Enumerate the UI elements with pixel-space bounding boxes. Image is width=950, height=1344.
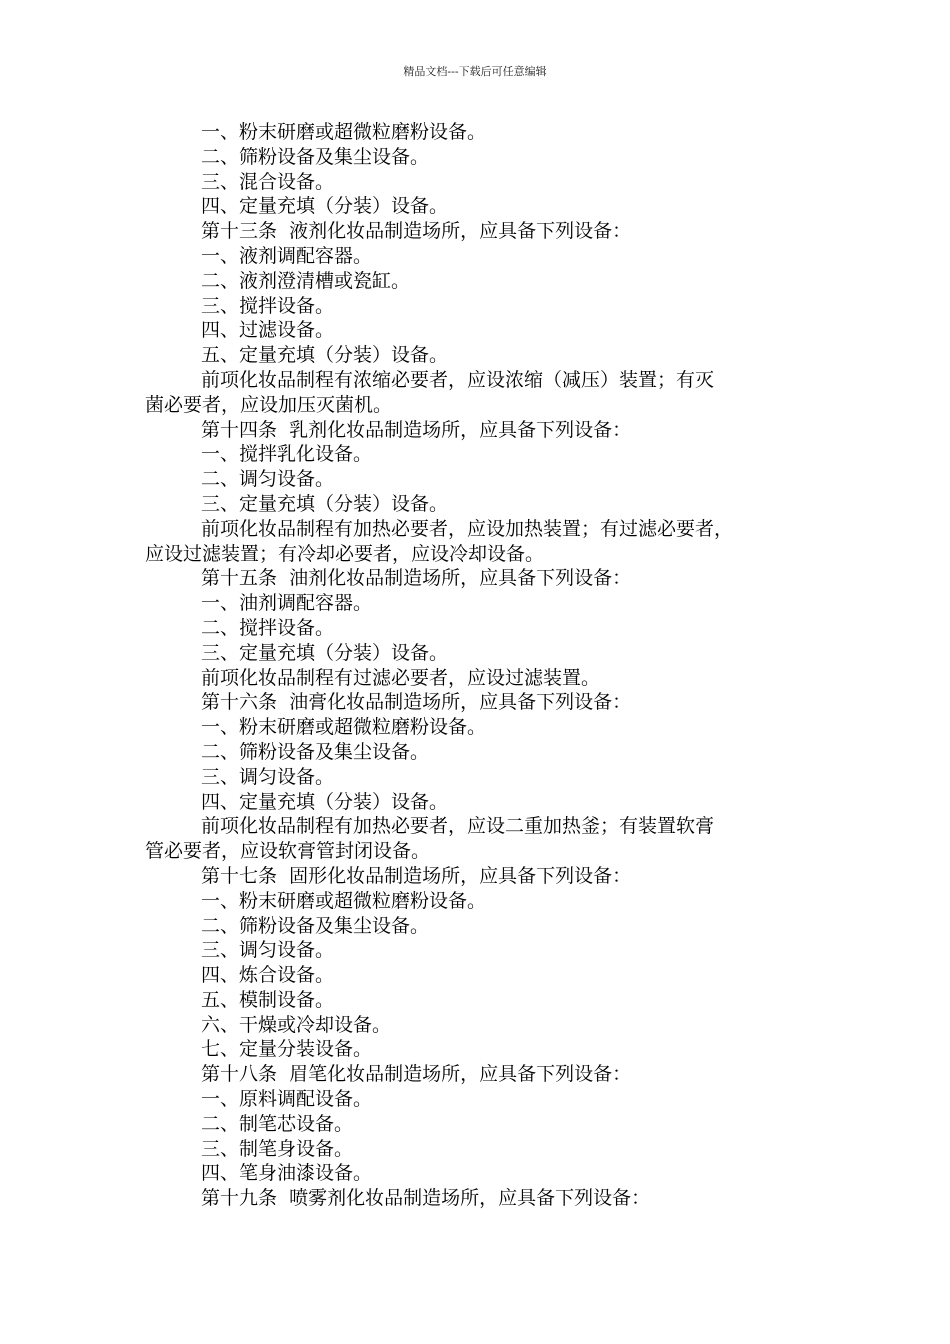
paragraph: [145, 318, 815, 343]
paragraph: [145, 988, 815, 1013]
paragraph: [145, 194, 815, 219]
text-line: 第十五条 油剂化妆品制造场所，应具备下列设备：: [201, 567, 632, 590]
paragraph: [145, 591, 815, 616]
text-line: 第十六条 油膏化妆品制造场所，应具备下列设备：: [201, 691, 632, 714]
document-body: [145, 120, 815, 1211]
text-line: 第十七条 固形化妆品制造场所，应具备下列设备：: [201, 864, 632, 887]
paragraph: [145, 963, 815, 988]
text-line: 第十三条 液剂化妆品制造场所，应具备下列设备：: [201, 220, 632, 243]
text-line: 一、液剂调配容器。: [201, 244, 373, 267]
paragraph: [145, 690, 815, 715]
paragraph: [145, 219, 815, 244]
paragraph: [145, 1087, 815, 1112]
text-line: 一、原料调配设备。: [201, 1088, 373, 1111]
paragraph: [145, 1137, 815, 1162]
text-line: 三、制笔身设备。: [201, 1137, 354, 1160]
text-line: 一、粉末研磨或超微粒磨粉设备。: [201, 889, 487, 912]
paragraph: [145, 814, 815, 864]
text-line: 六、干燥或冷却设备。: [201, 1013, 392, 1036]
paragraph: [145, 1037, 815, 1062]
paragraph: [145, 244, 815, 269]
text-line: 二、筛粉设备及集尘设备。: [201, 145, 430, 168]
paragraph: [145, 641, 815, 666]
text-line: 一、搅拌乳化设备。: [201, 443, 373, 466]
text-line: 二、筛粉设备及集尘设备。: [201, 914, 430, 937]
paragraph: [145, 467, 815, 492]
text-line: 三、调匀设备。: [201, 765, 335, 788]
text-line: 五、定量充填（分装）设备。: [201, 344, 449, 367]
text-line: 四、笔身油漆设备。: [201, 1162, 373, 1185]
text-line: 应设过滤装置；有冷却必要者，应设冷却设备。: [145, 542, 545, 565]
text-line: 三、调匀设备。: [201, 939, 335, 962]
text-line: 前项化妆品制程有浓缩必要者，应设浓缩（减压）装置；有灭: [201, 368, 715, 391]
text-line: 第十四条 乳剂化妆品制造场所，应具备下列设备：: [201, 418, 632, 441]
text-line: 菌必要者，应设加压灭菌机。: [145, 393, 393, 416]
paragraph: [145, 715, 815, 740]
paragraph: [145, 442, 815, 467]
text-line: 第十九条 喷雾剂化妆品制造场所，应具备下列设备：: [201, 1187, 651, 1210]
text-line: 管必要者，应设软膏管封闭设备。: [145, 840, 431, 863]
text-line: 四、定量充填（分装）设备。: [201, 195, 449, 218]
paragraph: [145, 120, 815, 145]
paragraph: [145, 517, 815, 567]
header-text: 精品文档---下载后可任意编辑: [403, 65, 547, 78]
text-line: 一、粉末研磨或超微粒磨粉设备。: [201, 716, 487, 739]
paragraph: [145, 864, 815, 889]
text-line: 三、定量充填（分装）设备。: [201, 641, 449, 664]
text-line: 二、调匀设备。: [201, 468, 335, 491]
paragraph: [145, 145, 815, 170]
text-line: 三、定量充填（分装）设备。: [201, 492, 449, 515]
paragraph: [145, 616, 815, 641]
text-line: 前项化妆品制程有过滤必要者，应设过滤装置。: [201, 666, 601, 689]
text-line: 二、筛粉设备及集尘设备。: [201, 740, 430, 763]
paragraph: [145, 269, 815, 294]
text-line: 七、定量分装设备。: [201, 1038, 373, 1061]
paragraph: [145, 1062, 815, 1087]
paragraph: [145, 790, 815, 815]
paragraph: [145, 938, 815, 963]
text-line: 五、模制设备。: [201, 988, 335, 1011]
paragraph: [145, 566, 815, 591]
text-line: 四、炼合设备。: [201, 964, 335, 987]
paragraph: [145, 368, 815, 418]
text-line: 二、搅拌设备。: [201, 616, 335, 639]
paragraph: [145, 418, 815, 443]
paragraph: [145, 343, 815, 368]
text-line: 第十八条 眉笔化妆品制造场所，应具备下列设备：: [201, 1063, 632, 1086]
text-line: 二、液剂澄清槽或瓷缸。: [201, 269, 411, 292]
text-line: 一、粉末研磨或超微粒磨粉设备。: [201, 121, 487, 143]
paragraph: [145, 740, 815, 765]
paragraph: [145, 1161, 815, 1186]
text-line: 三、混合设备。: [201, 170, 335, 193]
text-line: 二、制笔芯设备。: [201, 1112, 354, 1135]
paragraph: [145, 914, 815, 939]
page-header: [0, 64, 950, 80]
text-line: 三、搅拌设备。: [201, 294, 335, 317]
paragraph: [145, 294, 815, 319]
text-line: 前项化妆品制程有加热必要者，应设加热装置；有过滤必要者，: [201, 517, 734, 540]
paragraph: [145, 1186, 815, 1211]
paragraph: [145, 666, 815, 691]
paragraph: [145, 170, 815, 195]
paragraph: [145, 1013, 815, 1038]
text-line: 四、过滤设备。: [201, 319, 335, 342]
paragraph: [145, 492, 815, 517]
text-line: 前项化妆品制程有加热必要者，应设二重加热釜；有装置软膏: [201, 815, 715, 838]
paragraph: [145, 889, 815, 914]
text-line: 四、定量充填（分装）设备。: [201, 790, 449, 813]
text-line: 一、油剂调配容器。: [201, 592, 373, 615]
paragraph: [145, 765, 815, 790]
paragraph: [145, 1112, 815, 1137]
